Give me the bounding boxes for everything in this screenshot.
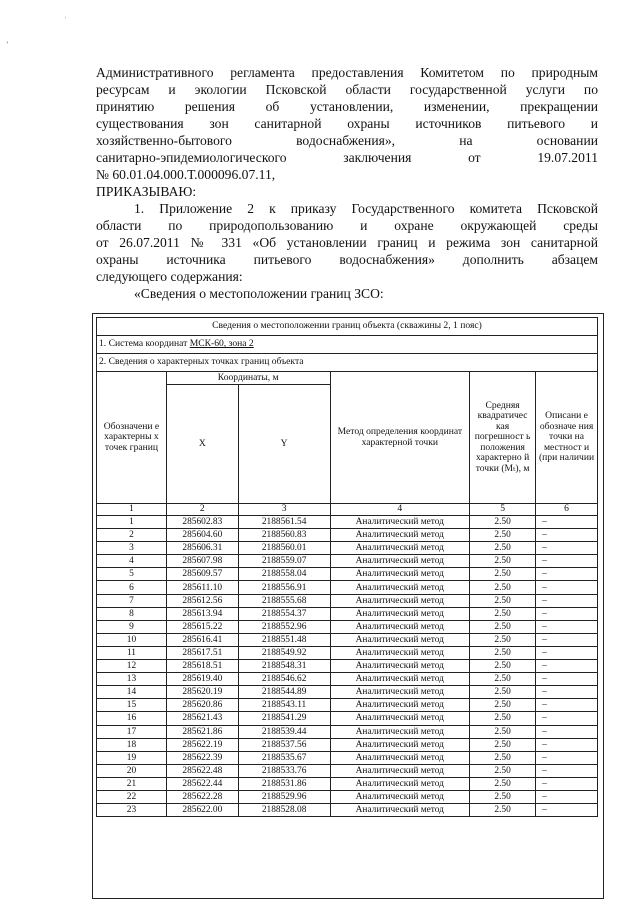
header-x: X <box>166 385 238 504</box>
table-cell: 2188560.01 <box>238 542 330 555</box>
table-cell: 11 <box>97 646 167 659</box>
table-cell: 2188558.04 <box>238 568 330 581</box>
text-line: санитарно-эпидемиологического заключения от 19.07.2011 <box>96 150 598 165</box>
table-cell: 285622.44 <box>166 777 238 790</box>
table-cell: 23 <box>97 804 167 817</box>
table-cell: – <box>536 725 598 738</box>
table-cell: – <box>536 660 598 673</box>
table-cell: Аналитический метод <box>330 725 470 738</box>
column-number: 1 <box>97 504 167 516</box>
table-cell: – <box>536 790 598 803</box>
table-cell: Аналитический метод <box>330 751 470 764</box>
table-cell: – <box>536 804 598 817</box>
table-cell: 285602.83 <box>166 516 238 529</box>
table-cell: 285620.19 <box>166 686 238 699</box>
table-cell: 10 <box>97 633 167 646</box>
table-cell: 2.50 <box>470 555 536 568</box>
table-cell: 2188548.31 <box>238 660 330 673</box>
text-line: существования зон санитарной охраны источников питьевого и <box>96 116 598 131</box>
text-line: области по природопользованию и охране окружающей среды <box>96 218 598 233</box>
table-cell: 2188556.91 <box>238 581 330 594</box>
table-row <box>97 646 598 659</box>
table-row <box>97 751 598 764</box>
table-cell: 2188528.08 <box>238 804 330 817</box>
table-cell: 2.50 <box>470 516 536 529</box>
table-cell: – <box>536 751 598 764</box>
table-cell: 20 <box>97 764 167 777</box>
column-number: 3 <box>238 504 330 516</box>
table-cell: Аналитический метод <box>330 699 470 712</box>
table-row <box>97 594 598 607</box>
table-cell: 285621.43 <box>166 712 238 725</box>
table-cell: 2188560.83 <box>238 529 330 542</box>
table-row <box>97 686 598 699</box>
text-line: следующего содержания: <box>96 269 243 284</box>
table-cell: 6 <box>97 581 167 594</box>
boundary-table <box>96 317 598 817</box>
table-row <box>97 673 598 686</box>
table-row <box>97 777 598 790</box>
table-cell: Аналитический метод <box>330 777 470 790</box>
table-row <box>97 516 598 529</box>
table-row <box>97 607 598 620</box>
table-cell: Аналитический метод <box>330 686 470 699</box>
coordinate-system-label: 1. Система координат <box>99 338 190 350</box>
table-cell: – <box>536 607 598 620</box>
table-row <box>97 620 598 633</box>
table-cell: 15 <box>97 699 167 712</box>
table-cell: 285609.57 <box>166 568 238 581</box>
table-cell: – <box>536 555 598 568</box>
table-cell: Аналитический метод <box>330 804 470 817</box>
table-row <box>97 555 598 568</box>
table-cell: 2188533.76 <box>238 764 330 777</box>
table-cell: 2188544.89 <box>238 686 330 699</box>
table-cell: 17 <box>97 725 167 738</box>
table-cell: Аналитический метод <box>330 633 470 646</box>
column-number: 2 <box>166 504 238 516</box>
table-cell: 13 <box>97 673 167 686</box>
table-cell: 4 <box>97 555 167 568</box>
section-heading: 2. Сведения о характерных точках границ объекта <box>97 354 598 372</box>
table-cell: 1 <box>97 516 167 529</box>
table-cell: 14 <box>97 686 167 699</box>
table-cell: 2188543.11 <box>238 699 330 712</box>
table-cell: Аналитический метод <box>330 646 470 659</box>
column-number: 5 <box>470 504 536 516</box>
table-cell: 285604.60 <box>166 529 238 542</box>
table-cell: 2.50 <box>470 594 536 607</box>
table-cell: 2.50 <box>470 660 536 673</box>
table-cell: Аналитический метод <box>330 764 470 777</box>
text-line: 1. Приложение 2 к приказу Государственного комитета Псковской <box>134 201 598 216</box>
table-cell: Аналитический метод <box>330 620 470 633</box>
table-cell: 5 <box>97 568 167 581</box>
table-cell: 2.50 <box>470 633 536 646</box>
paragraph-intro <box>96 64 598 200</box>
text-line: хозяйственно-бытового водоснабжения», на основании <box>96 133 598 148</box>
scan-mark: ʼ <box>6 40 9 49</box>
table-cell: 285607.98 <box>166 555 238 568</box>
table-cell: 2.50 <box>470 542 536 555</box>
table-cell: 2.50 <box>470 607 536 620</box>
table-cell: 2.50 <box>470 581 536 594</box>
table-cell: 285611.10 <box>166 581 238 594</box>
table-cell: 285617.51 <box>166 646 238 659</box>
table-cell: 2188551.48 <box>238 633 330 646</box>
header-precision: Средняя квадратичес кая погрешност ь положения характерно й точки (Mₜ), м <box>470 372 536 504</box>
table-cell: 285613.94 <box>166 607 238 620</box>
table-cell: 285622.28 <box>166 790 238 803</box>
table-title: Сведения о местоположении границ объекта (скважины 2, 1 пояс) <box>97 318 598 336</box>
table-cell: 8 <box>97 607 167 620</box>
table-cell: 285622.19 <box>166 738 238 751</box>
table-cell: 2.50 <box>470 725 536 738</box>
table-cell: – <box>536 581 598 594</box>
column-number: 6 <box>536 504 598 516</box>
table-cell: 2.50 <box>470 804 536 817</box>
table-cell: 2.50 <box>470 764 536 777</box>
table-cell: – <box>536 633 598 646</box>
table-cell: 7 <box>97 594 167 607</box>
table-cell: Аналитический метод <box>330 738 470 751</box>
table-row <box>97 712 598 725</box>
table-cell: – <box>536 686 598 699</box>
table-row <box>97 633 598 646</box>
header-method: Метод определения координат характерной точки <box>330 372 470 504</box>
header-y: Y <box>238 385 330 504</box>
table-row <box>97 804 598 817</box>
table-cell: 3 <box>97 542 167 555</box>
table-cell: 9 <box>97 620 167 633</box>
table-cell: 2188559.07 <box>238 555 330 568</box>
table-cell: 22 <box>97 790 167 803</box>
table-cell: Аналитический метод <box>330 790 470 803</box>
table-cell: Аналитический метод <box>330 607 470 620</box>
table-cell: 2.50 <box>470 646 536 659</box>
paragraph-item-1 <box>96 200 598 302</box>
text-line: Административного регламента предоставления Комитетом по природным <box>96 65 598 80</box>
table-row <box>97 725 598 738</box>
table-cell: 2 <box>97 529 167 542</box>
header-description: Описани е обозначе ния точки на местност и (при наличии <box>536 372 598 504</box>
table-cell: 2.50 <box>470 568 536 581</box>
table-cell: – <box>536 738 598 751</box>
table-cell: 12 <box>97 660 167 673</box>
table-cell: 2.50 <box>470 712 536 725</box>
table-cell: 2.50 <box>470 673 536 686</box>
table-cell: 2.50 <box>470 777 536 790</box>
text-line: ресурсам и экологии Псковской области государственной услуги по <box>96 82 598 97</box>
text-line: от 26.07.2011 № 331 «Об установлении границ и режима зон санитарной <box>96 235 598 250</box>
table-cell: 2188541.29 <box>238 712 330 725</box>
table-cell: – <box>536 764 598 777</box>
table-cell: 2188537.56 <box>238 738 330 751</box>
table-cell: 2.50 <box>470 751 536 764</box>
table-cell: 285616.41 <box>166 633 238 646</box>
table-cell: – <box>536 568 598 581</box>
table-row <box>97 790 598 803</box>
table-cell: Аналитический метод <box>330 516 470 529</box>
table-cell: – <box>536 516 598 529</box>
table-cell: Аналитический метод <box>330 542 470 555</box>
table-cell: 2.50 <box>470 529 536 542</box>
table-cell: 2188549.92 <box>238 646 330 659</box>
table-cell: – <box>536 646 598 659</box>
table-row <box>97 581 598 594</box>
table-cell: 2.50 <box>470 686 536 699</box>
table-cell: 2.50 <box>470 738 536 751</box>
table-cell: – <box>536 673 598 686</box>
table-cell: 285622.39 <box>166 751 238 764</box>
table-cell: – <box>536 699 598 712</box>
table-cell: Аналитический метод <box>330 594 470 607</box>
table-cell: 2188554.37 <box>238 607 330 620</box>
table-cell: 2188531.86 <box>238 777 330 790</box>
table-cell: 285618.51 <box>166 660 238 673</box>
table-cell: 19 <box>97 751 167 764</box>
table-cell: – <box>536 594 598 607</box>
table-cell: 2.50 <box>470 790 536 803</box>
table-cell: – <box>536 712 598 725</box>
table-cell: – <box>536 542 598 555</box>
coordinate-system-row <box>97 336 598 354</box>
table-cell: – <box>536 777 598 790</box>
table-cell: 2188535.67 <box>238 751 330 764</box>
table-cell: Аналитический метод <box>330 673 470 686</box>
table-cell: 21 <box>97 777 167 790</box>
table-cell: 2.50 <box>470 699 536 712</box>
coordinate-system-value: МСК-60, зона 2 <box>189 338 254 350</box>
table-row <box>97 660 598 673</box>
table-row <box>97 542 598 555</box>
table-row <box>97 738 598 751</box>
table-cell: 285619.40 <box>166 673 238 686</box>
table-cell: 285615.22 <box>166 620 238 633</box>
table-cell: 16 <box>97 712 167 725</box>
table-cell: 2188529.96 <box>238 790 330 803</box>
column-number: 4 <box>330 504 470 516</box>
table-cell: Аналитический метод <box>330 660 470 673</box>
table-row <box>97 699 598 712</box>
table-cell: 2188552.96 <box>238 620 330 633</box>
table-cell: 18 <box>97 738 167 751</box>
table-cell: 285606.31 <box>166 542 238 555</box>
table-cell: Аналитический метод <box>330 581 470 594</box>
table-cell: 2188546.62 <box>238 673 330 686</box>
order-word: ПРИКАЗЫВАЮ: <box>96 184 197 199</box>
table-cell: 2188561.54 <box>238 516 330 529</box>
table-cell: 285620.86 <box>166 699 238 712</box>
quote-heading: «Сведения о местоположении границ ЗСО: <box>134 286 384 301</box>
table-cell: Аналитический метод <box>330 712 470 725</box>
table-cell: Аналитический метод <box>330 555 470 568</box>
table-cell: 285622.00 <box>166 804 238 817</box>
table-row <box>97 568 598 581</box>
table-cell: 285621.86 <box>166 725 238 738</box>
table-cell: 2.50 <box>470 620 536 633</box>
header-coordinates: Координаты, м <box>166 372 330 385</box>
table-cell: Аналитический метод <box>330 529 470 542</box>
table-cell: 2188555.68 <box>238 594 330 607</box>
table-cell: 2188539.44 <box>238 725 330 738</box>
header-point: Обозначени е характерны х точек границ <box>97 372 167 504</box>
table-cell: – <box>536 529 598 542</box>
table-cell: 285622.48 <box>166 764 238 777</box>
text-line: охраны источника питьевого водоснабжения» дополнить абзацем <box>96 252 598 267</box>
table-cell: Аналитический метод <box>330 568 470 581</box>
scan-mark: ʾ <box>64 16 67 25</box>
text-line: № 60.01.04.000.Т.000096.07.11, <box>96 167 276 182</box>
text-line: принятию решения об установлении, изменении, прекращении <box>96 99 598 114</box>
table-cell: 285612.56 <box>166 594 238 607</box>
table-row <box>97 529 598 542</box>
table-row <box>97 764 598 777</box>
table-cell: – <box>536 620 598 633</box>
